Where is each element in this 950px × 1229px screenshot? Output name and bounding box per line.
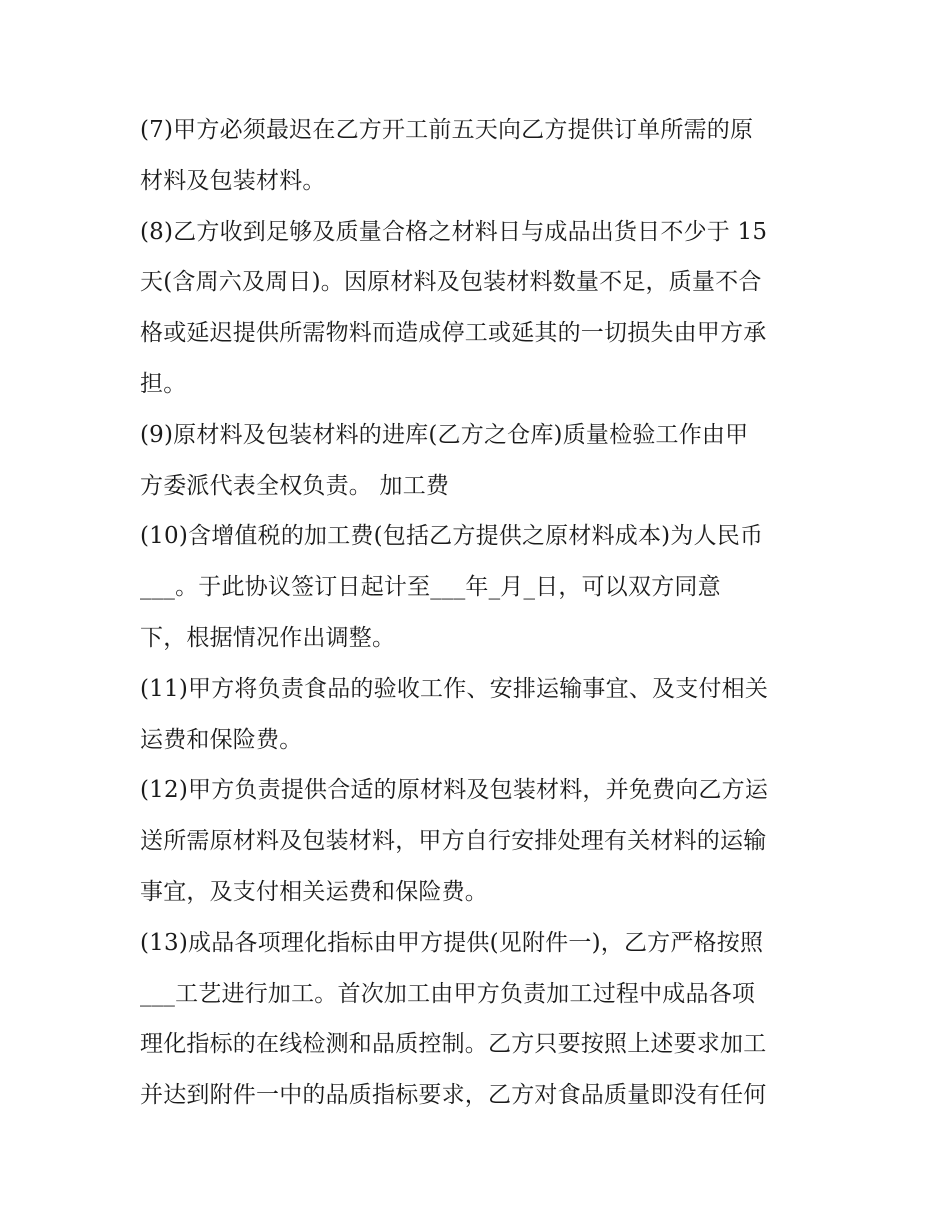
- text-line: 格或延迟提供所需物料而造成停工或延其的一切损失由甲方承: [140, 320, 767, 347]
- text-line: 下，根据情况作出调整。: [140, 624, 396, 651]
- text-line: 担。: [140, 370, 187, 397]
- text-line: 天(含周六及周日)。因原材料及包装材料数量不足，质量不合: [140, 269, 762, 296]
- text-line: 方委派代表全权负责。 加工费: [140, 472, 450, 499]
- text-line: ___。于此协议签订日起计至___年_月_日，可以双方同意: [140, 574, 721, 601]
- text-line: 运费和保险费。: [140, 726, 303, 753]
- text-line: 材料及包装材料。: [140, 167, 326, 194]
- document-body: [140, 105, 820, 1121]
- text-line: 事宜，及支付相关运费和保险费。: [140, 878, 488, 905]
- text-line: (12)甲方负责提供合适的原材料及包装材料，并免费向乙方运: [140, 777, 769, 804]
- text-line: ___工艺进行加工。首次加工由甲方负责加工过程中成品各项: [140, 980, 756, 1007]
- text-line: (8)乙方收到足够及质量合格之材料日与成品出货日不少于 15: [140, 218, 768, 245]
- text-line: (13)成品各项理化指标由甲方提供(见附件一)，乙方严格按照: [140, 929, 764, 956]
- text-line: (11)甲方将负责食品的验收工作、安排运输事宜、及支付相关: [140, 675, 769, 702]
- text-line: (9)原材料及包装材料的进库(乙方之仓库)质量检验工作由甲: [140, 421, 749, 448]
- text-line: (10)含增值税的加工费(包括乙方提供之原材料成本)为人民币: [140, 523, 764, 550]
- text-line: 送所需原材料及包装材料，甲方自行安排处理有关材料的运输: [140, 828, 767, 855]
- text-line: 并达到附件一中的品质指标要求，乙方对食品质量即没有任何: [140, 1082, 767, 1109]
- text-line: 理化指标的在线检测和品质控制。乙方只要按照上述要求加工: [140, 1031, 767, 1058]
- text-line: (7)甲方必须最迟在乙方开工前五天向乙方提供订单所需的原: [140, 117, 754, 143]
